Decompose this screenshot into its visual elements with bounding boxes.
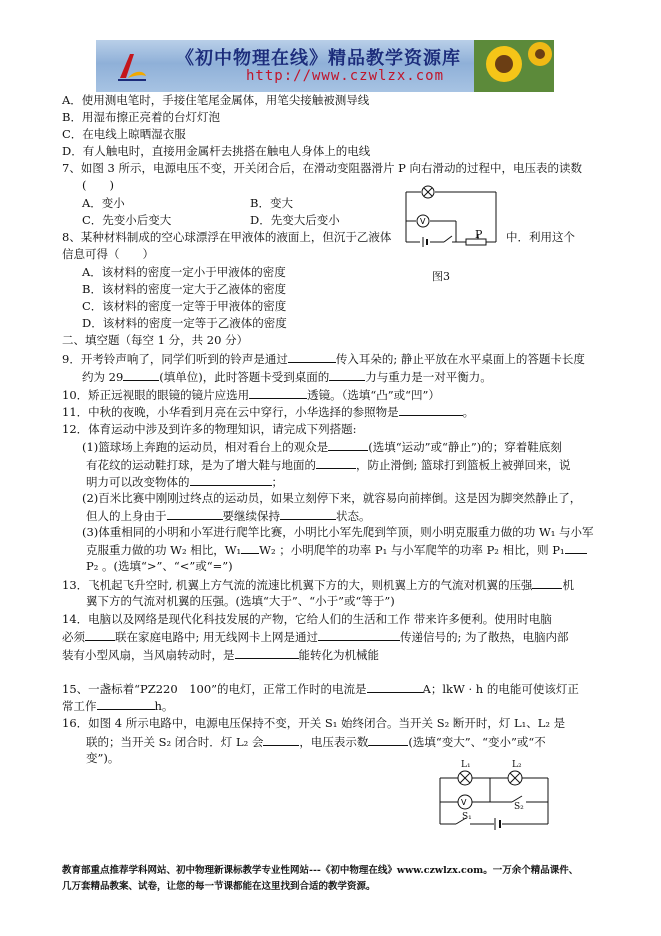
q16-line-1: 16．如图 4 所示电路中，电源电压保持不变，开关 S₁ 始终闭合。当开关 S₂ 断开时，灯 L₁、L₂ 是 xyxy=(62,716,566,730)
banner-title: 《初中物理在线》精品教学资源库 xyxy=(176,48,461,69)
q12-1-line-1: (1)篮球场上奔跑的运动员，相对看台上的观众是 (选填“运动”或“静止”)的；穿着鞋底刻 xyxy=(82,440,562,454)
q14-line-1: 14．电脑以及网络是现代化科技发展的产物，它给人们的生活和工作 带来许多便利。使用时电脑 xyxy=(62,612,552,626)
q12-3-line-1: (3)体重相同的小明和小军进行爬竿比赛，小明比小军先爬到竿顶，则小明克服重力做的功 W₁ 与小军 xyxy=(82,525,594,539)
q6-option-b: B．用湿布擦正亮着的台灯灯泡 xyxy=(62,110,220,124)
q7-paren: ( ) xyxy=(82,178,114,192)
q8-stem-2: 信息可得（ ） xyxy=(62,247,154,261)
site-logo-icon xyxy=(114,48,150,84)
q7-option-b: B．变大 xyxy=(250,196,293,210)
q13-line-2: 翼下方的气流对机翼的压强。(选填“大于”、“小于”或“等于”) xyxy=(86,594,395,608)
header-banner xyxy=(96,40,554,92)
fig3-p-label: P xyxy=(475,228,483,241)
q15-line-1: 15、一盏标着“PZ220 100”的电灯，正常工作时的电流是 A；lkW · h 的电能可使该灯正 xyxy=(62,682,579,696)
q7-option-c: C．先变小后变大 xyxy=(82,213,172,227)
banner-url[interactable]: http://www.czwlzx.com xyxy=(246,68,445,84)
q8-option-d: D．该材料的密度一定等于乙液体的密度 xyxy=(82,316,287,330)
q6-option-d: D．有人触电时，直接用金属杆去挑搭在触电人身体上的电线 xyxy=(62,144,371,158)
q7-option-a: A．变小 xyxy=(82,196,125,210)
section-2-heading: 二、填空题（每空 1 分，共 20 分） xyxy=(62,333,249,347)
fig3-caption: 图3 xyxy=(432,270,450,283)
footer-line-2: 几万套精品教案、试卷，让您的每一节课都能在这里找到合适的教学资源。 xyxy=(62,881,376,892)
fig4-s1-label: S₁ xyxy=(462,812,472,822)
fig4-l1-label: L₁ xyxy=(461,760,471,770)
q8-option-c: C．该材料的密度一定等于甲液体的密度 xyxy=(82,299,287,313)
q16-line-3: 变”)。 xyxy=(86,751,120,765)
q14-line-2: 必须 联在家庭电路中; 用无线网卡上网是通过 传递信号的; 为了散热，电脑内部 xyxy=(62,630,569,644)
q10-line: 10．矫正远视眼的眼镜的镜片应选用 透镜。（选填“凸”或“凹”） xyxy=(62,388,440,402)
q11-line: 11．中秋的夜晚，小华看到月亮在云中穿行，小华选择的参照物是 。 xyxy=(62,405,475,419)
q6-option-c: C．在电线上晾晒湿衣服 xyxy=(62,127,186,141)
q6-option-a: A．使用测电笔时，手接住笔尾金属体，用笔尖接触被测导线 xyxy=(62,93,370,107)
q7-stem: 7、如图 3 所示，电源电压不变，开关闭合后，在滑动变阻器滑片 P 向右滑动的过程中，电压表的读数 xyxy=(62,161,582,175)
q12-2-line-2: 但人的上身由于 要继续保持 状态。 xyxy=(86,509,371,523)
q12-2-line-1: (2)百米比赛中刚刚过终点的运动员，如果立刻停下来，就容易向前摔倒。这是因为脚突然静止了， xyxy=(82,491,582,505)
sunflower-icon xyxy=(474,40,554,92)
q13-line-1: 13．飞机起飞升空时, 机翼上方气流的流速比机翼下方的大，则机翼上方的气流对机翼的压强 机 xyxy=(62,578,574,592)
q14-line-3: 装有小型风扇，当风扇转动时，是 能转化为机械能 xyxy=(62,648,379,662)
q15-line-2: 常工作 h。 xyxy=(62,699,174,713)
q7-option-d: D．先变大后变小 xyxy=(250,213,340,227)
q8-option-b: B．该材料的密度一定大于乙液体的密度 xyxy=(82,282,286,296)
q16-line-2: 联的；当开关 S₂ 闭合时．灯 L₂ 会 ，电压表示数 (选填“变大”、“变小”或“不 xyxy=(86,735,546,749)
q12-1-line-3: 明力可以改变物体的 ； xyxy=(86,475,283,489)
q9-line-1: 9．开考铃声响了，同学们听到的铃声是通过 传入耳朵的; 静止平放在水平桌面上的答题卡长度 xyxy=(62,352,585,366)
q12-3-line-2: 克服重力做的功 W₂ 相比，W₁ W₂ ；小明爬竿的功率 P₁ 与小军爬竿的功率 P₂ 相比，则 P₁ xyxy=(86,541,627,559)
svg-text:V: V xyxy=(461,798,467,807)
fig4-s2-label: S₂ xyxy=(514,802,524,812)
q8-stem-tail: 中．利用这个 xyxy=(506,230,575,244)
q8-stem: 8、某种材料制成的空心球漂浮在甲液体的液面上，但沉于乙液体 xyxy=(62,230,392,244)
fig4-l2-label: L₂ xyxy=(512,760,522,770)
q8-option-a: A．该材料的密度一定小于甲液体的密度 xyxy=(82,265,286,279)
svg-text:V: V xyxy=(420,217,426,226)
q12-1-line-2: 有花纹的运动鞋打球，是为了增大鞋与地面的 ，防止滑倒; 篮球打到篮板上被弹回来，说 xyxy=(86,458,571,472)
figure-4-circuit xyxy=(434,758,558,832)
q12-stem: 12．体育运动中涉及到许多的物理知识，请完成下列搭题: xyxy=(62,422,357,436)
footer-line-1: 教育部重点推荐学科网站、初中物理新课标教学专业性网站---《初中物理在线》www.czwlzx.com。一万余个精品课件、 xyxy=(62,865,579,876)
q9-line-2: 约为 29 (填单位)，此时答题卡受到桌面的 力与重力是一对平衡力。 xyxy=(82,370,492,384)
q12-3-line-3: P₂ 。(选填“>”、“<”或“=”) xyxy=(86,559,233,573)
